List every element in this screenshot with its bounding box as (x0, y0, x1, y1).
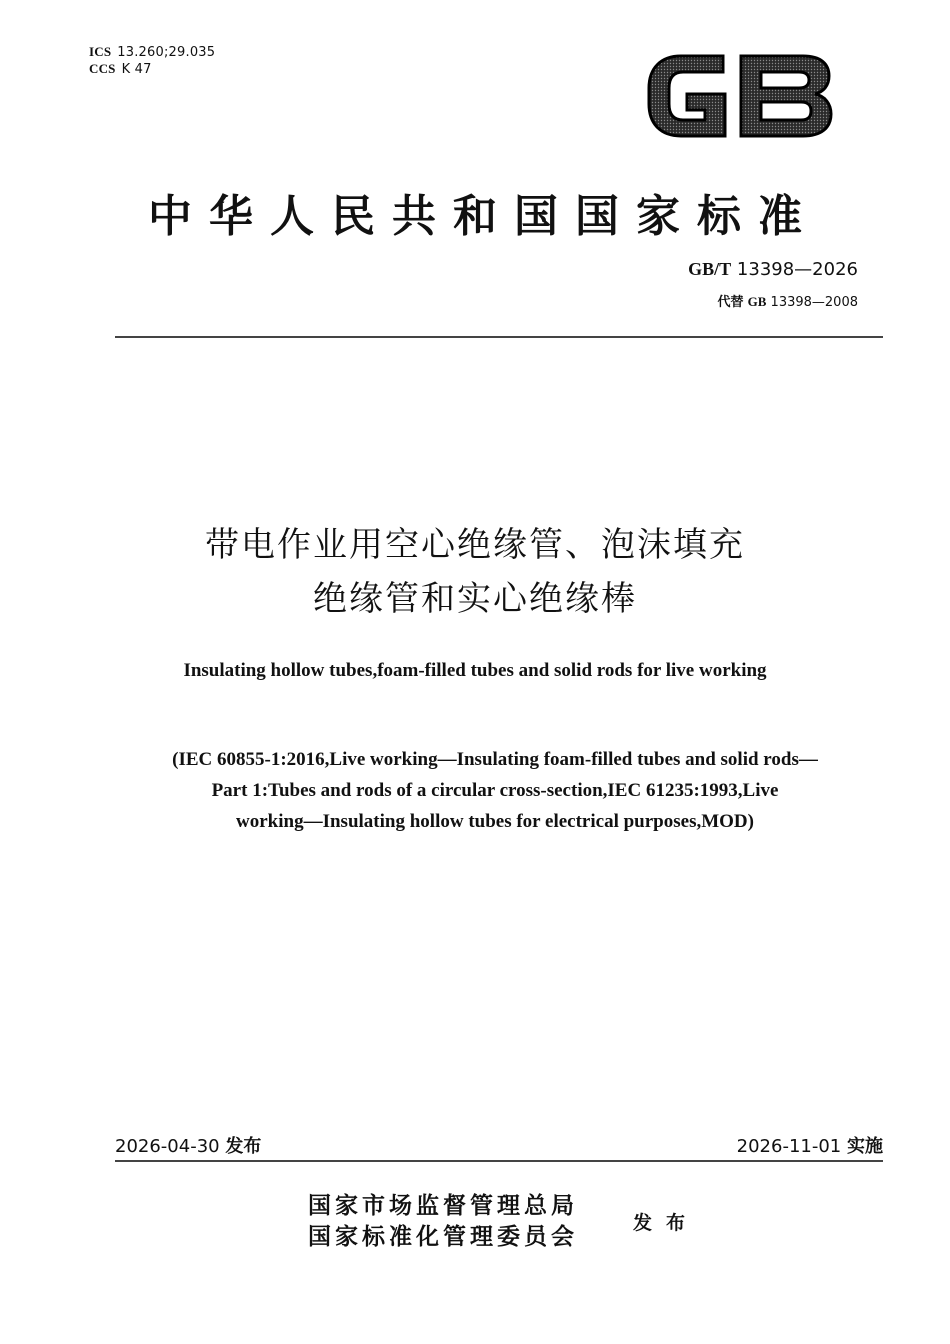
equivalence-line1: (IEC 60855-1:2016,Live working—Insulating foam-filled tubes and solid rods— (172, 749, 818, 770)
implement-label: 实施 (847, 1136, 883, 1157)
ics-code (89, 44, 215, 61)
issue-label: 发布 (225, 1136, 262, 1157)
publish-label: 发布 (633, 1212, 700, 1234)
equivalence-line2: Part 1:Tubes and rods of a circular cross-section,IEC 61235:1993,Live (211, 780, 779, 801)
issuer-samr: 国家市场监督管理总局 (308, 1192, 578, 1219)
replaces-number: 13398—2008 (770, 295, 858, 310)
ics-label: ICS (89, 44, 112, 59)
bottom-divider (115, 1160, 883, 1162)
issuing-authorities (308, 1190, 578, 1252)
ccs-code (89, 61, 215, 78)
issue-date-value: 2026-04-30 (115, 1136, 220, 1157)
document-title-cn (0, 518, 950, 626)
classification-codes (89, 44, 215, 78)
ics-value: 13.260;29.035 (117, 45, 216, 60)
implementation-date (737, 1132, 883, 1158)
logo-text: GB (645, 50, 647, 51)
document-title-en: Insulating hollow tubes,foam-filled tubes and solid rods for live working (183, 660, 767, 681)
equivalence-line3: working—Insulating hollow tubes for electrical purposes,MOD) (236, 811, 754, 832)
replaces-prefix: GB (747, 294, 767, 309)
title-cn-line1: 带电作业用空心绝缘管、泡沫填充 (205, 525, 745, 565)
issue-date (115, 1132, 261, 1158)
standard-number-value: 13398—2026 (736, 259, 858, 280)
gb-logo (645, 50, 833, 142)
issuer-sac: 国家标准化管理委员会 (308, 1223, 578, 1250)
title-cn-line2: 绝缘管和实心绝缘棒 (313, 579, 637, 619)
top-divider (115, 336, 883, 338)
standard-prefix: GB/T (688, 259, 732, 279)
standard-number (688, 259, 858, 280)
replaces-label: 代替 (717, 295, 744, 310)
ccs-label: CCS (89, 61, 116, 76)
replaces-standard (717, 291, 858, 310)
ccs-value: K 47 (121, 62, 152, 77)
international-equivalence (130, 744, 860, 837)
implement-date-value: 2026-11-01 (736, 1136, 842, 1157)
national-standard-heading: 中华人民共和国国家标准 (148, 191, 819, 242)
